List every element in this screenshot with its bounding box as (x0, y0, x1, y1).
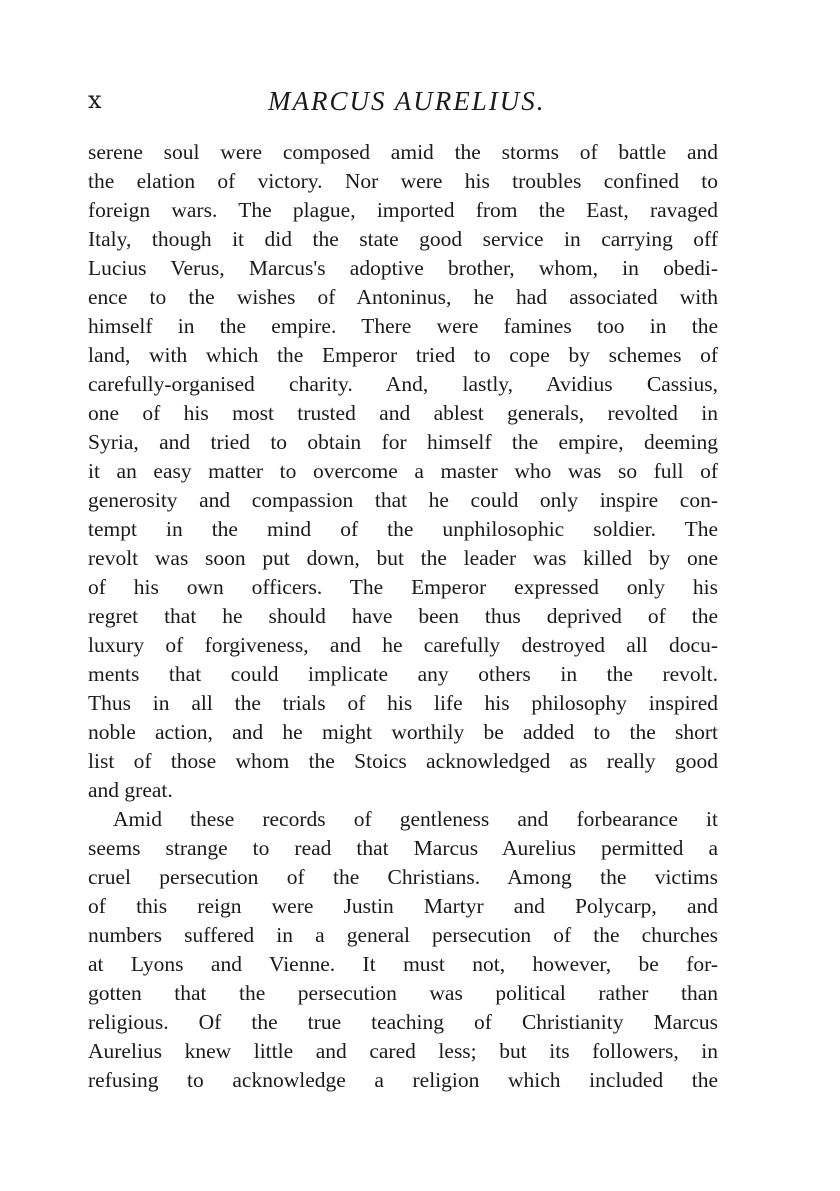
text-line: noble action, and he might worthily be added to the short (88, 720, 718, 744)
text-line: Syria, and tried to obtain for himself the empire, deeming (88, 430, 718, 454)
text-line: cruel persecution of the Christians. Among the victims (88, 865, 718, 889)
text-line: Lucius Verus, Marcus's adoptive brother, whom, in obedi- (88, 256, 718, 280)
text-line: ence to the wishes of Antoninus, he had associated with (88, 285, 718, 309)
text-line: of this reign were Justin Martyr and Polycarp, and (88, 894, 718, 918)
text-line: tempt in the mind of the unphilosophic soldier. The (88, 517, 718, 541)
text-line: carefully-organised charity. And, lastly, Avidius Cassius, (88, 372, 718, 396)
text-line: generosity and compassion that he could only inspire con- (88, 488, 718, 512)
text-line: Italy, though it did the state good service in carrying off (88, 227, 718, 251)
text-line: seems strange to read that Marcus Aurelius permitted a (88, 836, 718, 860)
text-line: revolt was soon put down, but the leader was killed by one (88, 546, 718, 570)
text-line: the elation of victory. Nor were his troubles confined to (88, 169, 718, 193)
text-line: one of his most trusted and ablest generals, revolted in (88, 401, 718, 425)
text-line: Amid these records of gentleness and forbearance it (113, 807, 718, 831)
text-line: ments that could implicate any others in the revolt. (88, 662, 718, 686)
text-line: refusing to acknowledge a religion which included the (88, 1068, 718, 1092)
running-title: MARCUS AURELIUS. (268, 86, 546, 116)
text-line: gotten that the persecution was political rather than (88, 981, 718, 1005)
body-text (88, 138, 718, 1095)
text-line: religious. Of the true teaching of Christianity Marcus (88, 1010, 718, 1034)
text-line: of his own officers. The Emperor expressed only his (88, 575, 718, 599)
page-number: x (88, 86, 102, 114)
text-line: himself in the empire. There were famines too in the (88, 314, 718, 338)
text-line: foreign wars. The plague, imported from the East, ravaged (88, 198, 718, 222)
text-line: regret that he should have been thus deprived of the (88, 604, 718, 628)
text-line: land, with which the Emperor tried to cope by schemes of (88, 343, 718, 367)
text-line: luxury of forgiveness, and he carefully destroyed all docu- (88, 633, 718, 657)
book-page (88, 86, 718, 1095)
text-line: Thus in all the trials of his life his philosophy inspired (88, 691, 718, 715)
text-line: numbers suffered in a general persecution of the churches (88, 923, 718, 947)
text-line: at Lyons and Vienne. It must not, however, be for- (88, 952, 718, 976)
text-line: list of those whom the Stoics acknowledged as really good (88, 749, 718, 773)
text-line: and great. (88, 778, 173, 802)
page-header (88, 86, 718, 118)
text-line: Aurelius knew little and cared less; but its followers, in (88, 1039, 718, 1063)
text-line: it an easy matter to overcome a master who was so full of (88, 459, 718, 483)
text-line: serene soul were composed amid the storms of battle and (88, 140, 718, 164)
